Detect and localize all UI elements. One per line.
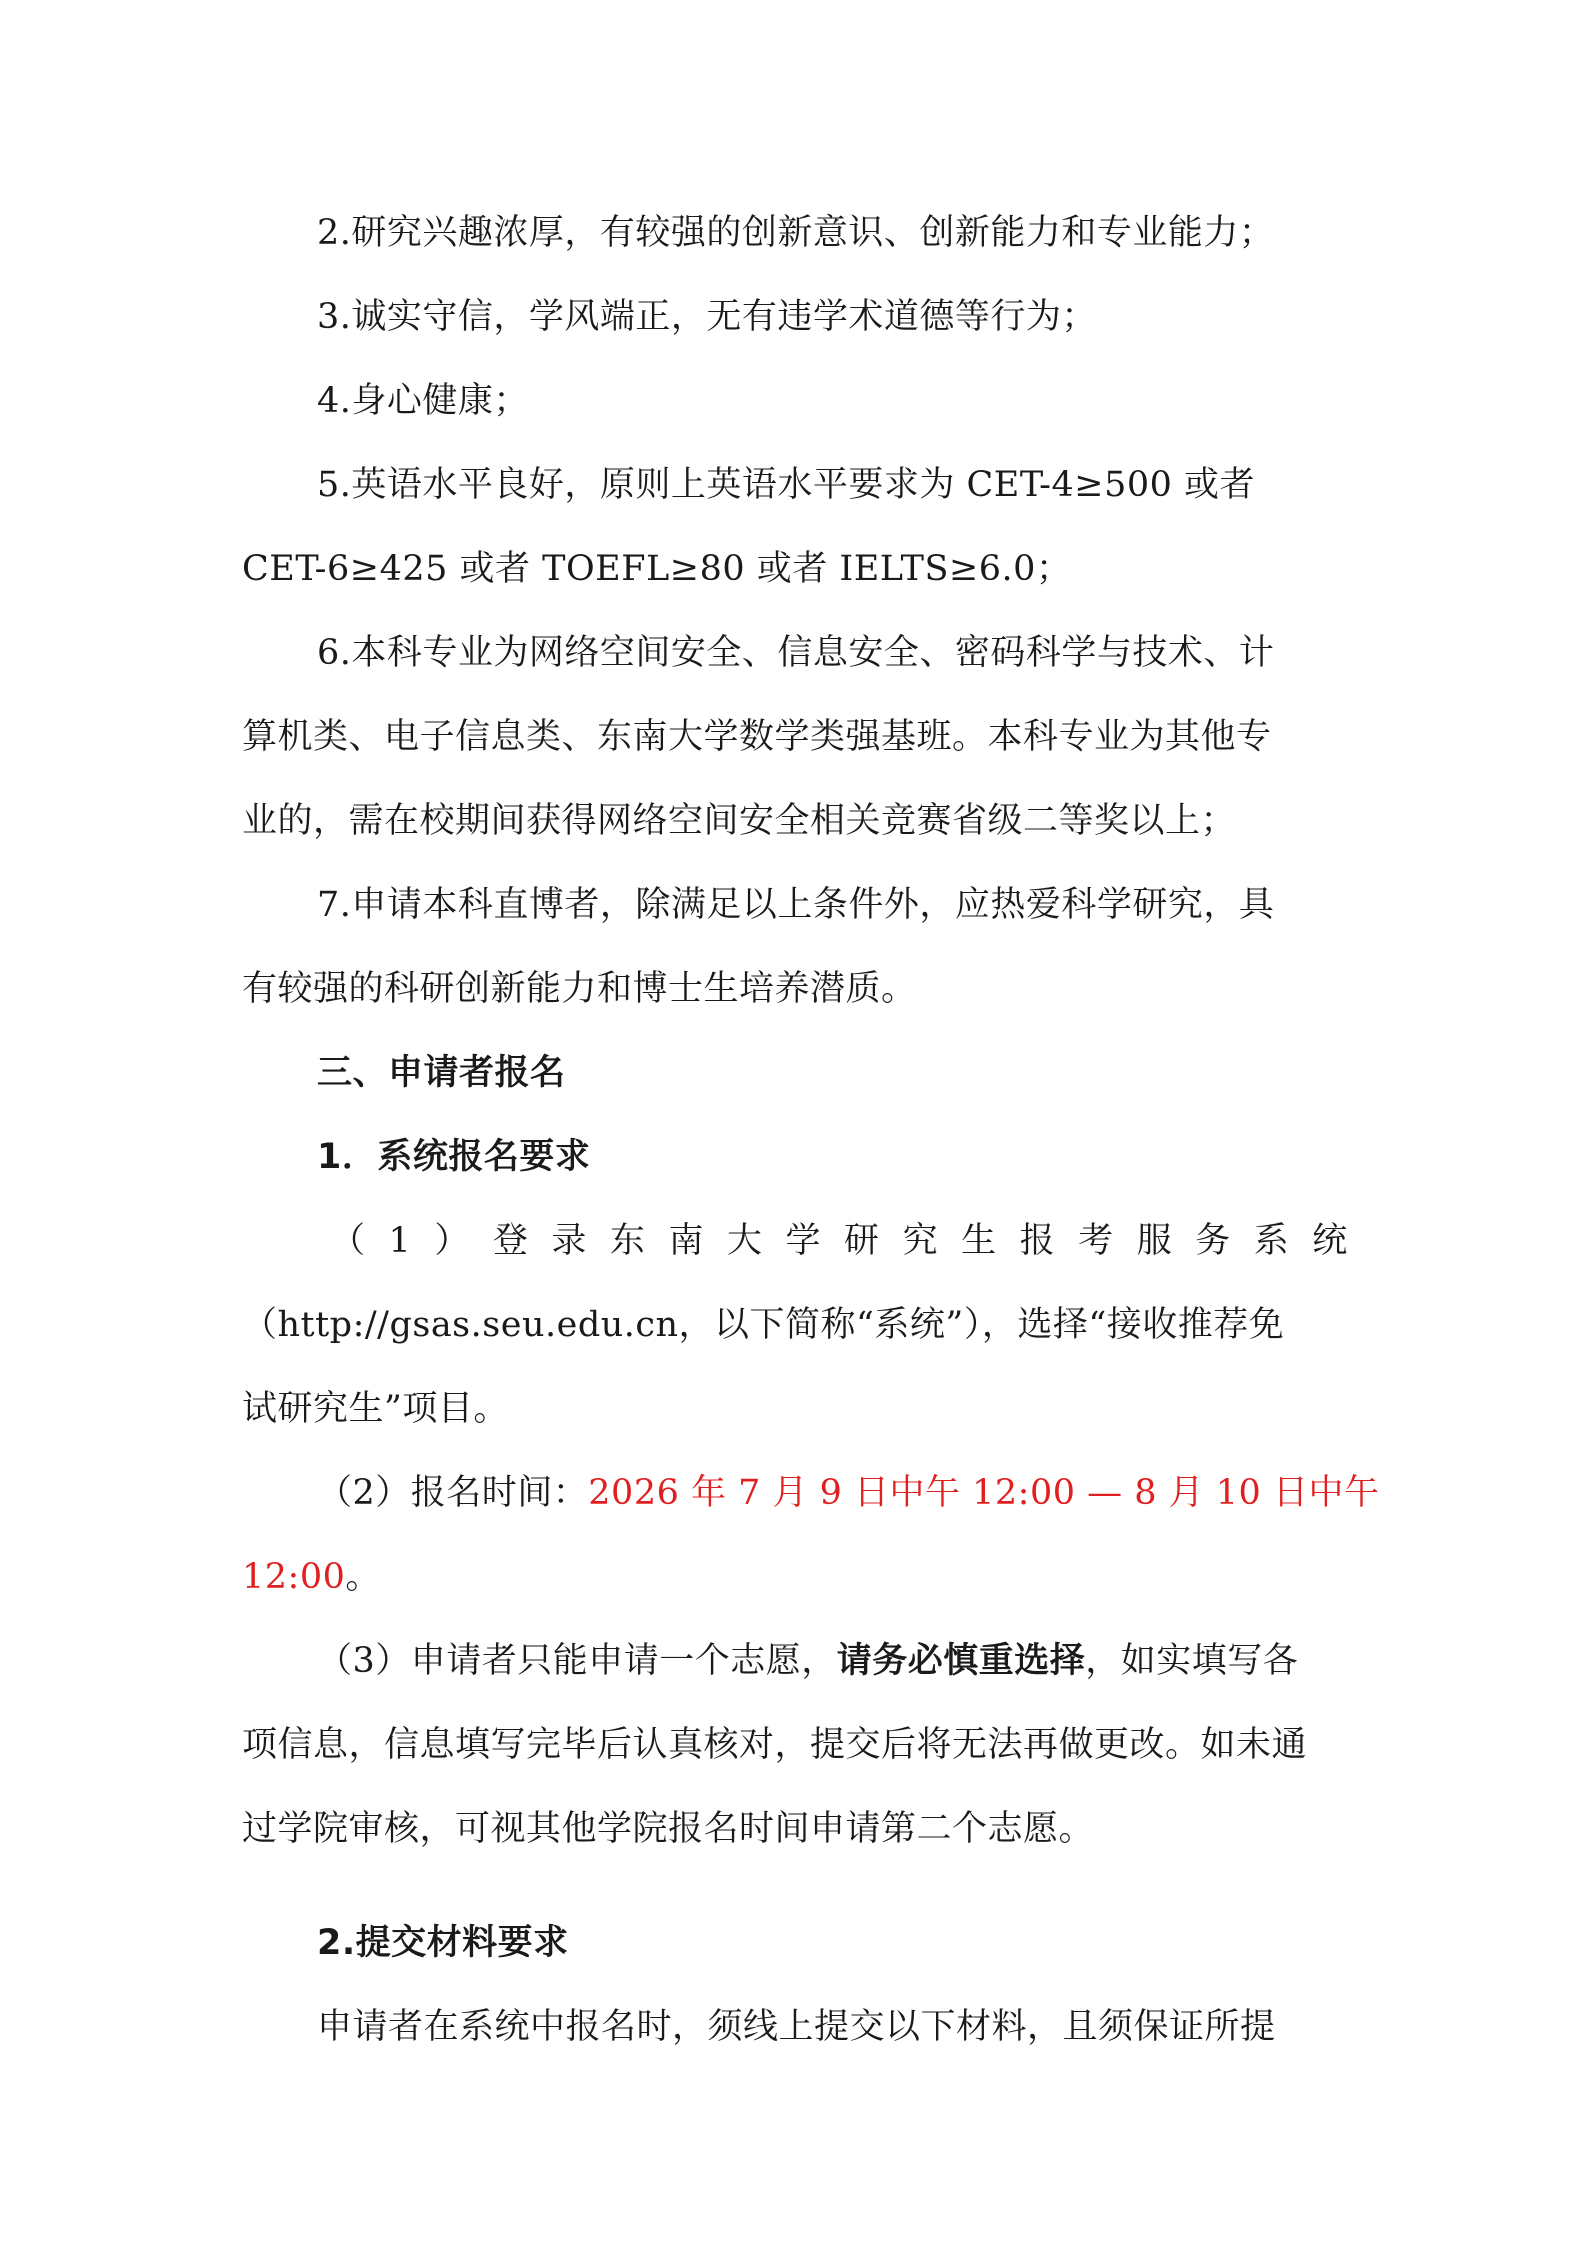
item-6-line-1: 6.本科专业为网络空间安全、信息安全、密码科学与技术、计 <box>317 633 1275 673</box>
item-7-line-2: 有较强的科研创新能力和博士生培养潜质。 <box>242 969 917 1009</box>
item-5-line-2: CET-6≥425 或者 TOEFL≥80 或者 IELTS≥6.0； <box>242 549 1072 589</box>
paragraph-3-text: （3）申请者只能申请一个志愿， <box>317 1641 837 1681</box>
p1-char: 系 <box>1253 1221 1290 1261</box>
registration-time-end: 12:00 <box>242 1557 346 1597</box>
subsection-1-heading: 1．系统报名要求 <box>317 1137 591 1177</box>
p1-char: ） <box>434 1221 470 1261</box>
p1-char: 1 <box>388 1221 412 1261</box>
paragraph-1-line-2: （http://gsas.seu.edu.cn，以下简称“系统”），选择“接收推荐免 <box>242 1305 1285 1345</box>
item-6-line-2: 算机类、电子信息类、东南大学数学类强基班。本科专业为其他专 <box>242 717 1272 757</box>
p1-char: 务 <box>1195 1221 1231 1261</box>
item-4: 4.身心健康； <box>317 381 529 421</box>
item-7-line-1: 7.申请本科直博者，除满足以上条件外，应热爱科学研究，具 <box>317 885 1275 925</box>
p1-char: 研 <box>844 1221 880 1261</box>
item-5-line-1: 5.英语水平良好，原则上英语水平要求为 CET-4≥500 或者 <box>317 465 1256 505</box>
paragraph-3-line-1 <box>317 1639 1298 1683</box>
paragraph-3-line-3: 过学院审核，可视其他学院报名时间申请第二个志愿。 <box>242 1809 1095 1849</box>
p1-char: 登 <box>492 1221 529 1261</box>
paragraph-1-line-3: 试研究生”项目。 <box>242 1389 509 1429</box>
subsection-2-heading: 2.提交材料要求 <box>317 1923 569 1963</box>
p1-char: 生 <box>961 1221 997 1261</box>
p1-char: 报 <box>1019 1221 1056 1261</box>
item-6-line-3: 业的，需在校期间获得网络空间安全相关竞赛省级二等奖以上； <box>242 801 1237 841</box>
paragraph-1-line-1 <box>330 1219 1348 1263</box>
p1-char: 统 <box>1312 1221 1348 1261</box>
subsection-2-line-1: 申请者在系统中报名时，须线上提交以下材料，且须保证所提 <box>317 2007 1276 2047</box>
p1-char: 南 <box>668 1221 704 1261</box>
p1-char: 学 <box>785 1221 822 1261</box>
registration-time-value: 2026 年 7 月 9 日中午 12:00 — 8 月 10 日中午 <box>588 1473 1380 1513</box>
paragraph-3-line-2: 项信息，信息填写完毕后认真核对，提交后将无法再做更改。如未通 <box>242 1725 1308 1765</box>
p1-char: 考 <box>1078 1221 1114 1261</box>
p1-char: 服 <box>1136 1221 1173 1261</box>
emphasis-text: 请务必慎重选择 <box>836 1641 1086 1681</box>
period: 。 <box>345 1557 381 1597</box>
registration-time-label: （2）报名时间： <box>317 1473 589 1513</box>
paragraph-2-line-1 <box>317 1471 1379 1515</box>
paragraph-3-text: ，如实填写各 <box>1085 1641 1299 1681</box>
p1-char: 究 <box>902 1221 939 1261</box>
p1-char: 东 <box>609 1221 646 1261</box>
paragraph-2-line-2 <box>242 1555 381 1599</box>
item-3: 3.诚实守信，学风端正，无有违学术道德等行为； <box>317 297 1097 337</box>
p1-char: 大 <box>726 1221 763 1261</box>
p1-char: （ <box>330 1221 366 1261</box>
item-2: 2.研究兴趣浓厚，有较强的创新意识、创新能力和专业能力； <box>317 213 1275 253</box>
p1-char: 录 <box>551 1221 587 1261</box>
section-3-heading: 三、申请者报名 <box>317 1053 566 1093</box>
